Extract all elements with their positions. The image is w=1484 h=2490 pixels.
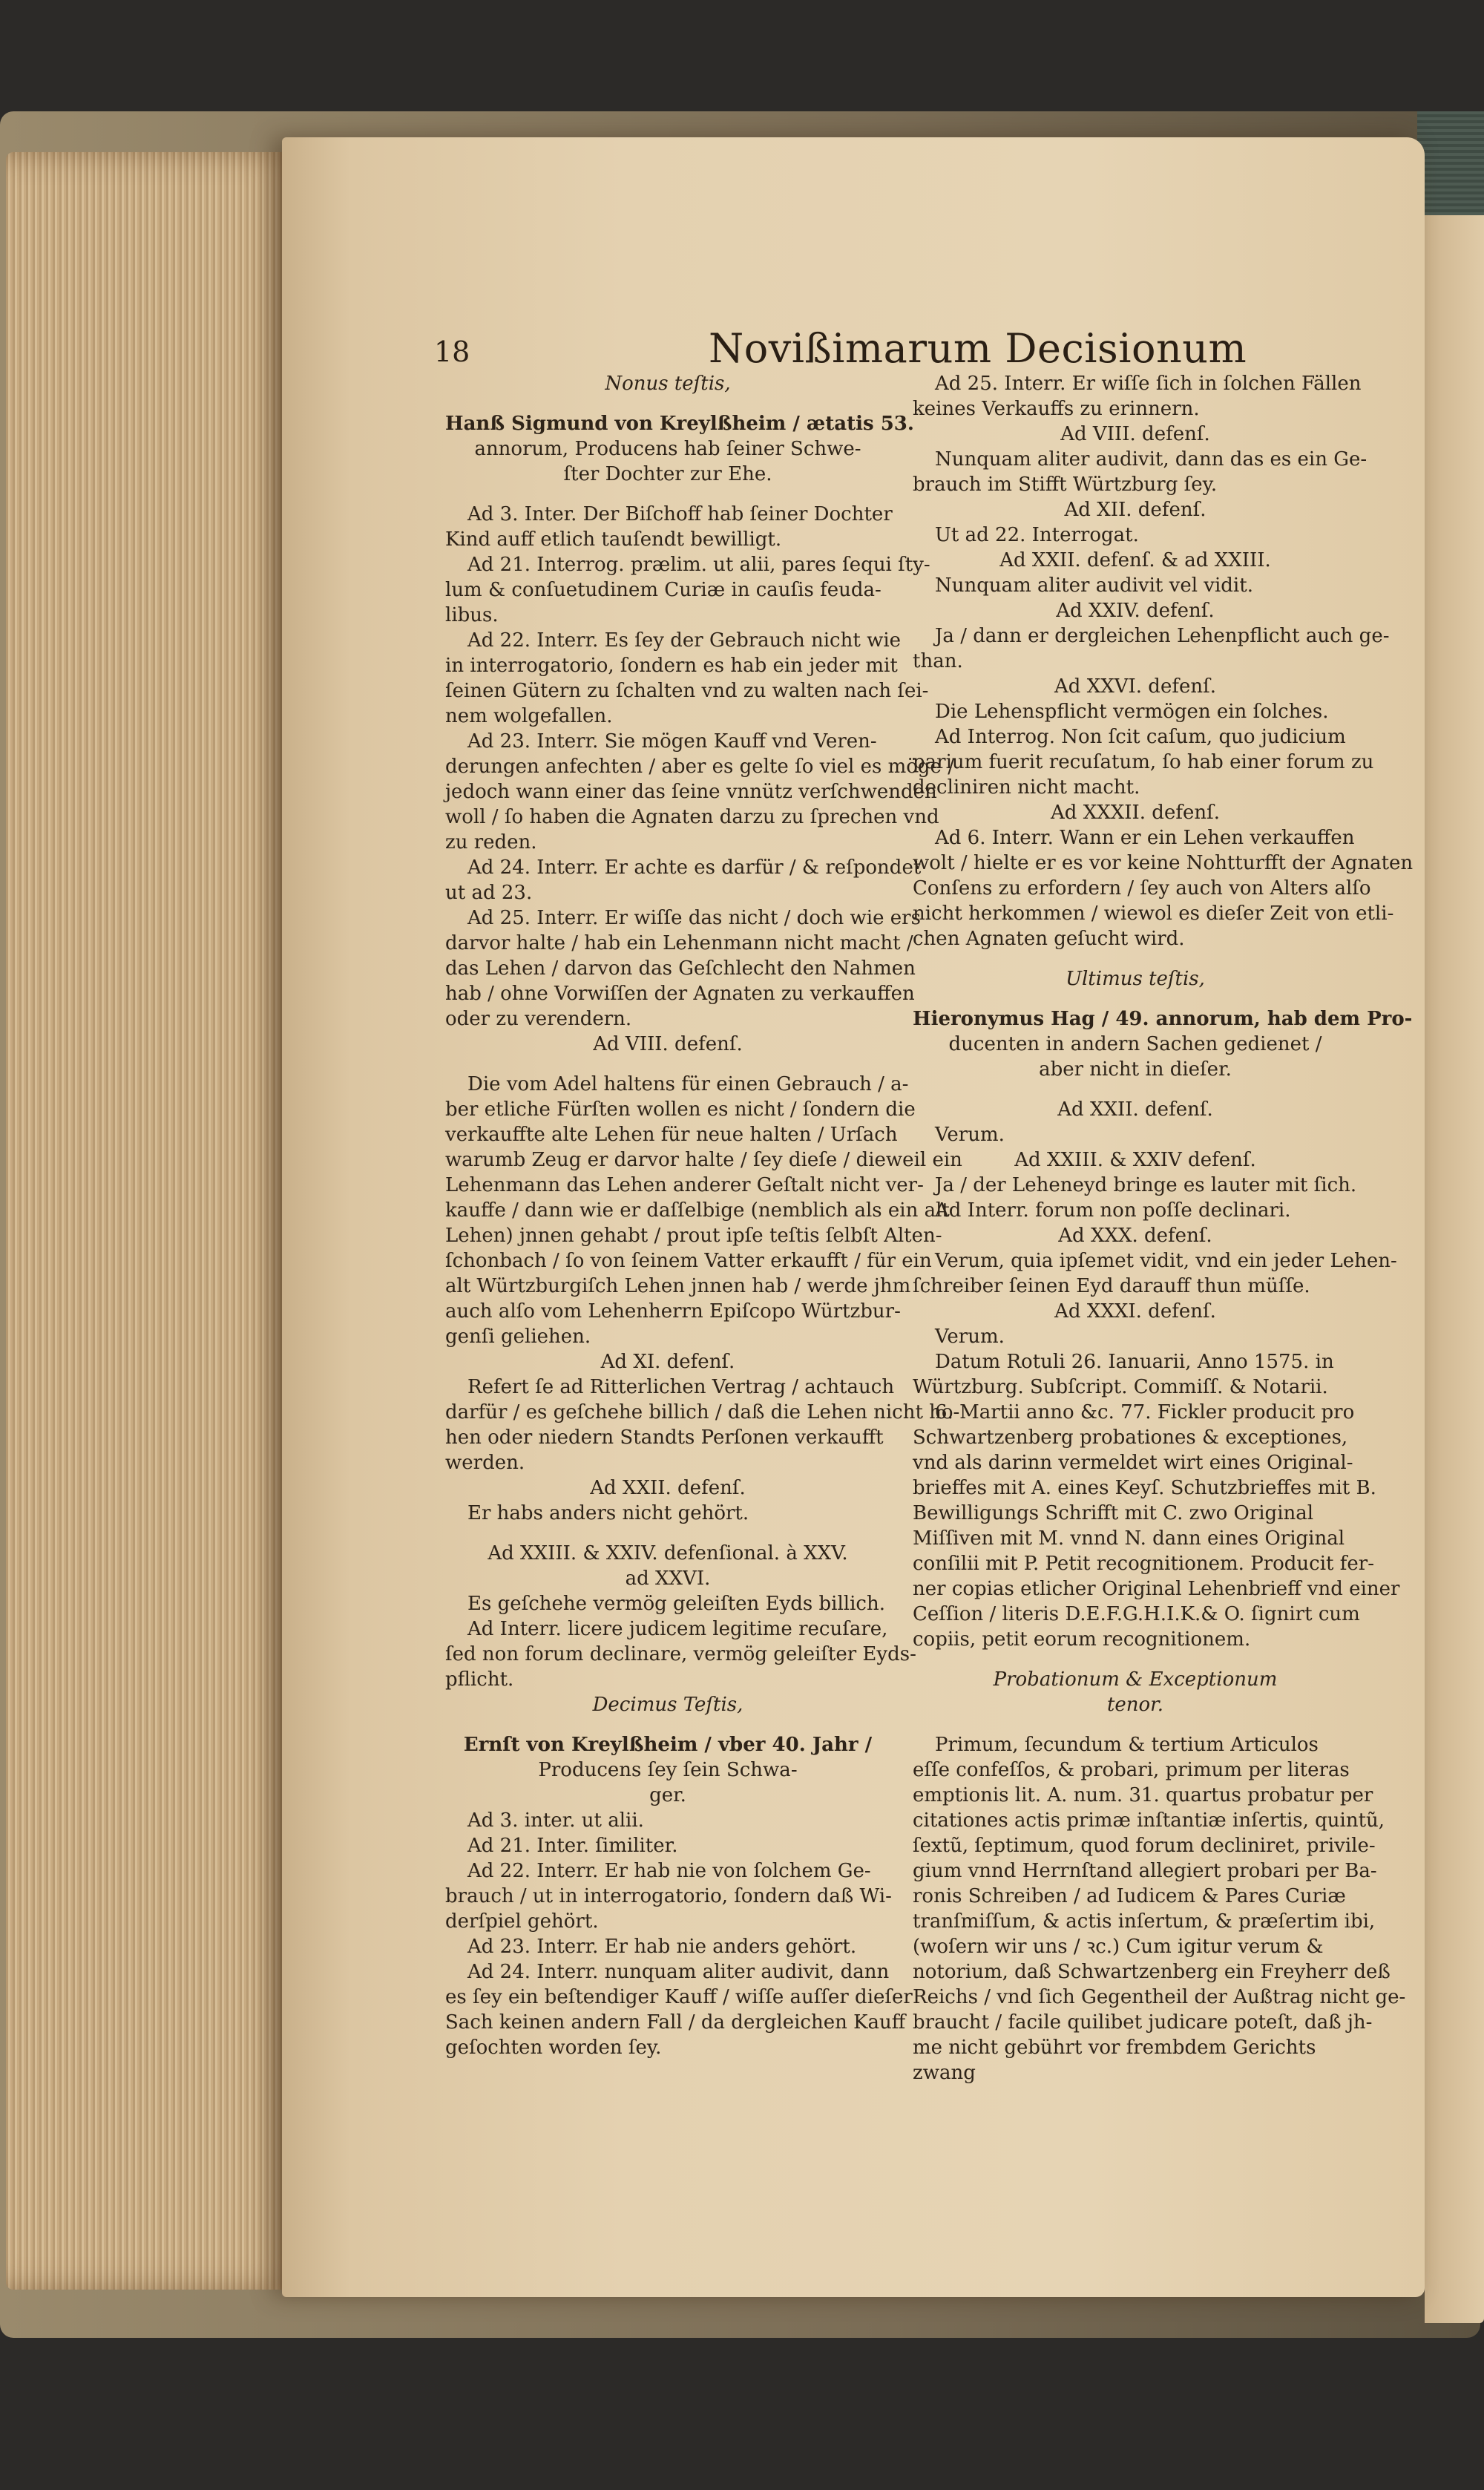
text-line: Die vom Adel haltens für einen Gebrauch / a- <box>467 1073 909 1095</box>
text-line: Schwartzenberg probationes & exceptiones, <box>913 1426 1348 1449</box>
text-line: Ad 23. Interr. Sie mögen Kauff vnd Veren- <box>467 730 877 753</box>
text-line: darvor halte / hab ein Lehenmann nicht macht / <box>445 932 913 954</box>
text-line: Hieronymus Hag / 49. annorum, hab dem Pro- <box>913 1008 1413 1030</box>
line-spacer <box>445 487 890 502</box>
text-line: Lehen) jnnen gehabt / prout ipſe teſtis ſelbſt Alten- <box>445 1225 942 1247</box>
text-line: Verum. <box>935 1326 1005 1348</box>
text-line: ſeinen Gütern zu ſchalten vnd zu walten nach ſei- <box>445 680 929 702</box>
text-line: Ja / der Lehenеyd bringe es lauter mit ſich. <box>935 1174 1357 1196</box>
text-line: Ad 3. inter. ut alii. <box>467 1809 644 1832</box>
text-line: braucht / facile quilibet judicare poteſt, daß jh- <box>913 2011 1373 2034</box>
text-line: Ad XXX. defenſ. <box>1058 1225 1212 1247</box>
text-line: Conſens zu erfordern / ſey auch von Alters alſo <box>913 877 1371 900</box>
text-line: wolt / hielte er es vor keine Nohtturfft der Agnaten <box>913 852 1414 874</box>
text-line: parium fuerit recuſatum, ſo hab einer forum zu <box>913 751 1374 773</box>
text-line: Datum Rotuli 26. Ianuarii, Anno 1575. in <box>935 1351 1334 1373</box>
text-line: ſed non forum declinare, vermög geleiſter Eyds- <box>445 1643 916 1665</box>
text-line: das Lehen / darvon das Geſchlecht den Nahmen <box>445 957 916 980</box>
text-line: Lehenmann das Lehen anderer Geſtalt nicht ver- <box>445 1174 924 1196</box>
text-line: Ad Interr. forum non poſſe declinari. <box>935 1199 1291 1222</box>
text-line: ad XXVI. <box>625 1567 711 1590</box>
text-line: hab / ohne Vorwiſſen der Agnaten zu verkauffen <box>445 983 915 1005</box>
text-line: lum & conſuetudinem Curiæ in cauſis feuda- <box>445 579 881 601</box>
text-line: Ad VIII. defenſ. <box>593 1033 743 1055</box>
text-line: es ſey ein beſtendiger Kauff / wiſſe auſſer dieſer <box>445 1986 913 2008</box>
text-line: Ad XXXI. defenſ. <box>1054 1300 1216 1323</box>
text-line: ronis Schreiben / ad Iudicem & Pares Curiæ <box>913 1885 1346 1907</box>
text-line: tranſmiſſum, & actis inſertum, & præſertim ibi, <box>913 1910 1376 1933</box>
text-line: ber etliche Fürſten wollen es nicht / ſondern die <box>445 1098 916 1121</box>
text-line: jedoch wann einer das ſeine vnnütz verſchwenden <box>445 781 937 803</box>
line-spacer <box>445 1057 890 1072</box>
text-line: kauffe / dann wie er daſſelbige (nemblich als ein alt <box>445 1199 950 1222</box>
text-line: hen oder niedern Standts Perſonen verkaufft <box>445 1426 884 1449</box>
text-line: Ad XXII. defenſ. <box>590 1477 746 1499</box>
text-line: ducenten in andern Sachen gedienet / <box>948 1033 1322 1055</box>
text-line: Sach keinen andern Fall / da dergleichen Kauff <box>445 2011 906 2034</box>
text-line: brauch / ut in interrogatorio, ſondern daß Wi- <box>445 1885 892 1907</box>
text-line: ſter Dochter zur Ehe. <box>563 463 772 485</box>
text-line: (woſern wir uns / ꝛc.) Cum igitur verum & <box>913 1936 1324 1958</box>
text-line: Miſſiven mit M. vnnd N. dann eines Original <box>913 1527 1345 1550</box>
text-line: in interrogatorio, ſondern es hab ein jeder mit <box>445 655 898 677</box>
text-line: Ut ad 22. Interrogat. <box>935 524 1139 546</box>
text-line: genſi geliehen. <box>445 1326 591 1348</box>
text-line: Ad 25. Interr. Er wiſſe ſich in ſolchen Fällen <box>935 373 1362 395</box>
text-line: aber nicht in dieſer. <box>1039 1058 1232 1081</box>
text-line: geſochten worden ſey. <box>445 2037 662 2059</box>
text-line: nem wolgefallen. <box>445 705 613 727</box>
text-line: Ad XXXII. defenſ. <box>1051 802 1220 824</box>
text-line: Nunquam aliter audivit vel vidit. <box>935 574 1253 597</box>
text-line: Nunquam aliter audivit, dann das es ein Ge- <box>935 448 1368 471</box>
running-head: Novißimarum Decisionum <box>709 325 1247 372</box>
text-line: keines Verkauffs zu erinnern. <box>913 398 1200 420</box>
text-line: chen Agnaten geſucht wird. <box>913 928 1185 950</box>
text-line: derſpiel gehört. <box>445 1910 599 1933</box>
line-spacer <box>913 1082 1358 1097</box>
text-line: eſſe confeſſos, & probari, primum per literas <box>913 1759 1350 1781</box>
text-line: Ad XXIV. defenſ. <box>1056 600 1215 622</box>
text-line: Ultimus teſtis, <box>1066 968 1205 990</box>
page-number: 18 <box>434 335 470 368</box>
line-spacer <box>913 992 1358 1006</box>
text-line: emptionis lit. A. num. 31. quartus probatur per <box>913 1784 1373 1806</box>
text-line: ſextũ, ſeptimum, quod forum decliniret, privile- <box>913 1835 1376 1857</box>
text-line: zu reden. <box>445 831 537 854</box>
text-line: Ja / dann er dergleichen Lehenpflicht auch ge- <box>935 625 1390 647</box>
text-line: than. <box>913 650 963 672</box>
text-line: vnd als darinn vermeldet wirt eines Original- <box>913 1452 1353 1474</box>
text-line: derungen anfechten / aber es gelte ſo viel es möge / <box>445 756 954 778</box>
text-line: Producens ſey ſein Schwa- <box>538 1759 798 1781</box>
page-edges <box>6 152 303 2290</box>
next-page-edge <box>1425 215 1484 2323</box>
text-line: Ad 6. Interr. Wann er ein Lehen verkauffen <box>935 827 1355 849</box>
text-line: Ad Interr. licere judicem legitime recuſare, <box>467 1618 888 1640</box>
text-line: woll / ſo haben die Agnaten darzu zu ſprechen vnd <box>445 806 939 828</box>
text-line: Decimus Teſtis, <box>592 1694 743 1716</box>
text-line: Ad Interrog. Non ſcit caſum, quo judicium <box>935 726 1346 748</box>
text-line: Bewilligungs Schrifft mit C. zwo Original <box>913 1502 1314 1524</box>
text-line: ſchonbach / ſo von ſeinem Vatter erkaufft / für ein <box>445 1250 932 1272</box>
text-line: darfür / es geſchehe billich / daß die Lehen nicht ho- <box>445 1401 960 1423</box>
line-spacer <box>913 951 1358 966</box>
text-line: Die Lehenspflicht vermögen ein ſolches. <box>935 701 1329 723</box>
text-line: Ad 22. Interr. Er hab nie von ſolchem Ge- <box>467 1860 871 1882</box>
text-line: me nicht gebührt vor frembdem Gerichts <box>913 2037 1316 2059</box>
text-line: tenor. <box>1106 1694 1164 1716</box>
text-line: Ad XII. defenſ. <box>1064 499 1206 521</box>
text-line: Es geſchehe vermög geleiſten Eyds billich. <box>467 1593 885 1615</box>
text-line: Nonus teſtis, <box>605 373 731 395</box>
text-line: Primum, ſecundum & tertium Articulos <box>935 1734 1319 1756</box>
line-spacer <box>913 1652 1358 1667</box>
text-line: Ad 24. Interr. Er achte es darfür / & reſpondet <box>467 856 922 879</box>
text-line: Ad 21. Interrog. prælim. ut alii, pares ſequi ſty- <box>467 554 930 576</box>
text-line: Kind auff etlich tauſendt bewilligt. <box>445 528 782 551</box>
line-spacer <box>445 396 890 411</box>
right-text-column <box>913 371 1414 2086</box>
text-line: Verum, quia ipſemet vidit, vnd ein jeder Lehen- <box>935 1250 1397 1272</box>
text-line: citationes actis primæ inſtantiæ inſertis, quintũ, <box>913 1809 1385 1832</box>
text-line: alt Würtzburgiſch Lehen jnnen hab / werde jhm <box>445 1275 911 1297</box>
text-line: Würtzburg. Subſcript. Commiſſ. & Notarii. <box>913 1376 1328 1398</box>
text-line: Ad 23. Interr. Er hab nie anders gehört. <box>467 1936 857 1958</box>
text-line: Ad XXII. defenſ. & ad XXIII. <box>999 549 1271 571</box>
text-line: brauch im Stifft Würtzburg ſey. <box>913 474 1218 496</box>
text-line: Ad XXIII. & XXIV defenſ. <box>1014 1149 1256 1171</box>
text-line: annorum, Producens hab ſeiner Schwe- <box>474 438 861 460</box>
text-line: Probationum & Exceptionum <box>993 1668 1278 1691</box>
line-spacer <box>445 1526 890 1541</box>
text-line: Ernſt von Kreylßheim / vber 40. Jahr / <box>463 1734 873 1756</box>
text-line: decliniren nicht macht. <box>913 776 1140 799</box>
text-line: warumb Zeug er darvor halte / ſey dieſe / dieweil ein <box>445 1149 962 1171</box>
text-line: Verum. <box>935 1124 1005 1146</box>
text-line: Ad 25. Interr. Er wiſſe das nicht / doch wie ers <box>467 907 921 929</box>
text-line: Ad VIII. defenſ. <box>1060 423 1210 445</box>
text-line: ner copias etlicher Original Lehenbrieff vnd einer <box>913 1578 1400 1600</box>
text-line: libus. <box>445 604 499 626</box>
text-line: Ad XXIII. & XXIV. defenſional. à XXV. <box>487 1542 848 1565</box>
text-line: copiis, petit eorum recognitionem. <box>913 1628 1251 1651</box>
text-line: zwang <box>913 2062 976 2084</box>
line-spacer <box>445 1717 890 1732</box>
text-line: ut ad 23. <box>445 882 533 904</box>
text-line: Ad 22. Interr. Es ſey der Gebrauch nicht wie <box>467 629 902 652</box>
line-spacer <box>913 1717 1358 1732</box>
text-line: conſilii mit P. Petit recognitionem. Producit fer- <box>913 1553 1374 1575</box>
text-line: notorium, daß Schwartzenberg ein Freyherr deß <box>913 1961 1391 1983</box>
text-line: auch alſo vom Lehenherrn Epiſcopo Würtzbur- <box>445 1300 901 1323</box>
text-line: Ad XXVI. defenſ. <box>1054 675 1216 698</box>
text-line: Refert ſe ad Ritterlichen Vertrag / achtauch <box>467 1376 895 1398</box>
text-line: werden. <box>445 1452 525 1474</box>
text-line: gium vnnd Herrnſtand allegiert probari per Ba- <box>913 1860 1377 1882</box>
text-line: Reichs / vnd ſich Gegentheil der Außtrag nicht ge- <box>913 1986 1406 2008</box>
text-line: Ad 21. Inter. ſimiliter. <box>467 1835 678 1857</box>
text-line: brieffes mit A. eines Keyſ. Schutzbrieffes mit B. <box>913 1477 1376 1499</box>
text-line: Ad XXII. defenſ. <box>1057 1098 1213 1121</box>
text-line: 6. Martii anno &c. 77. Fickler producit pro <box>935 1401 1355 1423</box>
text-line: verkauffte alte Lehen für neue halten / Urſach <box>445 1124 898 1146</box>
text-line: Ad 24. Interr. nunquam aliter audivit, dann <box>467 1961 890 1983</box>
text-line: pflicht. <box>445 1668 514 1691</box>
text-line: Er habs anders nicht gehört. <box>467 1502 749 1524</box>
text-line: ger. <box>649 1784 686 1806</box>
text-line: ſchreiber ſeinen Eyd darauff thun müſſe. <box>913 1275 1310 1297</box>
text-line: Ceſſion / literis D.E.F.G.H.I.K.& O. ſignirt cum <box>913 1603 1360 1625</box>
text-line: Ad 3. Inter. Der Biſchoff hab ſeiner Dochter <box>467 503 893 525</box>
text-line: Ad XI. defenſ. <box>600 1351 735 1373</box>
text-line: oder zu verendern. <box>445 1008 632 1030</box>
text-line: Hanß Sigmund von Kreylßheim / ætatis 53. <box>445 413 914 435</box>
text-line: nicht herkommen / wiewol es dieſer Zeit von etli- <box>913 902 1394 925</box>
